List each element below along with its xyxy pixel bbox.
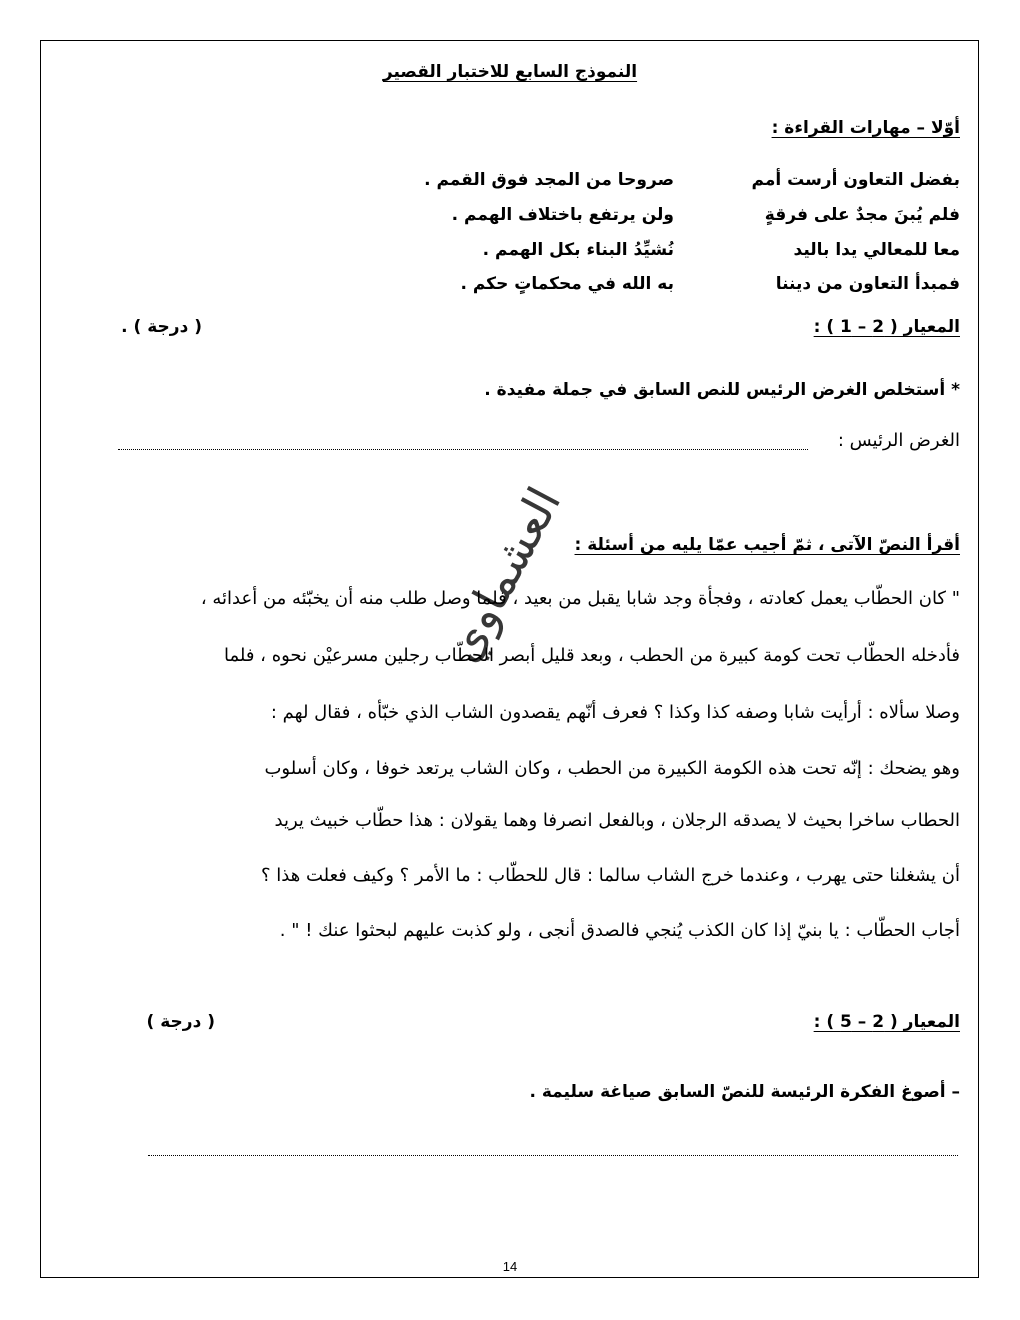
- answer1-label: الغرض الرئيس :: [837, 430, 960, 451]
- verse-4-right: فمبدأ التعاون من ديننا: [775, 274, 960, 294]
- criterion-2: المعيار ( 2 – 5 ) :: [813, 1012, 960, 1032]
- passage-line-2: فأدخله الحطّاب تحت كومة كبيرة من الحطب ، وبعد قليل أبصر الحطّاب رجلين مسرعيْن نحوه ، فلما: [224, 645, 960, 666]
- passage-line-7: أجاب الحطّاب : يا بنيّ إذا كان الكذب يُنجي فالصدق أنجى ، ولو كذبت عليهم لبحثوا عنك ! " .: [279, 920, 960, 941]
- passage-line-5: الحطاب ساخرا بحيث لا يصدقه الرجلان ، وبالفعل انصرفا وهما يقولان : هذا حطّاب خبيث يريد: [274, 810, 960, 831]
- grade-1: ( درجة ) .: [121, 317, 202, 337]
- section2-heading: أقرأ النصّ الآتى ، ثمّ أجيب عمّا يليه من أسئلة :: [574, 535, 960, 555]
- answer2-line[interactable]: [148, 1155, 958, 1156]
- watermark-signature: العشماوي: [435, 478, 572, 671]
- passage-line-4: وهو يضحك : إنّه تحت هذه الكومة الكبيرة من الحطب ، وكان الشاب يرتعد خوفا ، وكان أسلوب: [264, 758, 960, 779]
- verse-1-left: صروحا من المجد فوق القمم .: [424, 170, 674, 190]
- question1-prompt: * أستخلص الغرض الرئيس للنص السابق في جملة مفيدة .: [484, 380, 960, 400]
- page-number: 14: [502, 1259, 518, 1274]
- page-title: النموذج السابع للاختبار القصير: [382, 62, 638, 82]
- verse-2-right: فلم يُبنَ مجدٌ على فرقةٍ: [764, 205, 960, 225]
- question2-prompt: – أصوغ الفكرة الرئيسة للنصّ السابق صياغة سليمة .: [529, 1082, 960, 1102]
- answer1-line[interactable]: [118, 449, 808, 450]
- verse-4-left: به الله في محكماتٍ حكم .: [460, 274, 674, 294]
- verse-1-right: بفضل التعاون أرست أمم: [751, 170, 960, 190]
- passage-line-3: وصلا سألاه : أرأيت شابا وصفه كذا وكذا ؟ فعرف أنّهم يقصدون الشاب الذي خبّأه ، فقال لهم :: [270, 702, 960, 723]
- criterion-1: المعيار ( 2 – 1 ) :: [813, 317, 960, 337]
- passage-line-1: " كان الحطّاب يعمل كعادته ، وفجأة وجد شابا يقبل من بعيد ، فلما وصل طلب منه أن يخبّئه من أعدائه ،: [200, 588, 960, 609]
- verse-3-right: معا للمعالي يدا باليد: [793, 240, 960, 260]
- passage-line-6: أن يشغلنا حتى يهرب ، وعندما خرج الشاب سالما : قال للحطّاب : ما الأمر ؟ وكيف فعلت هذا ؟: [261, 865, 960, 886]
- section1-heading: أوّلا – مهارات القراءة :: [771, 118, 960, 138]
- verse-2-left: ولن يرتفع باختلاف الهمم .: [451, 205, 674, 225]
- verse-3-left: نُشيِّدُ البناء بكل الهمم .: [482, 240, 674, 260]
- grade-2: ( درجة ): [146, 1012, 215, 1032]
